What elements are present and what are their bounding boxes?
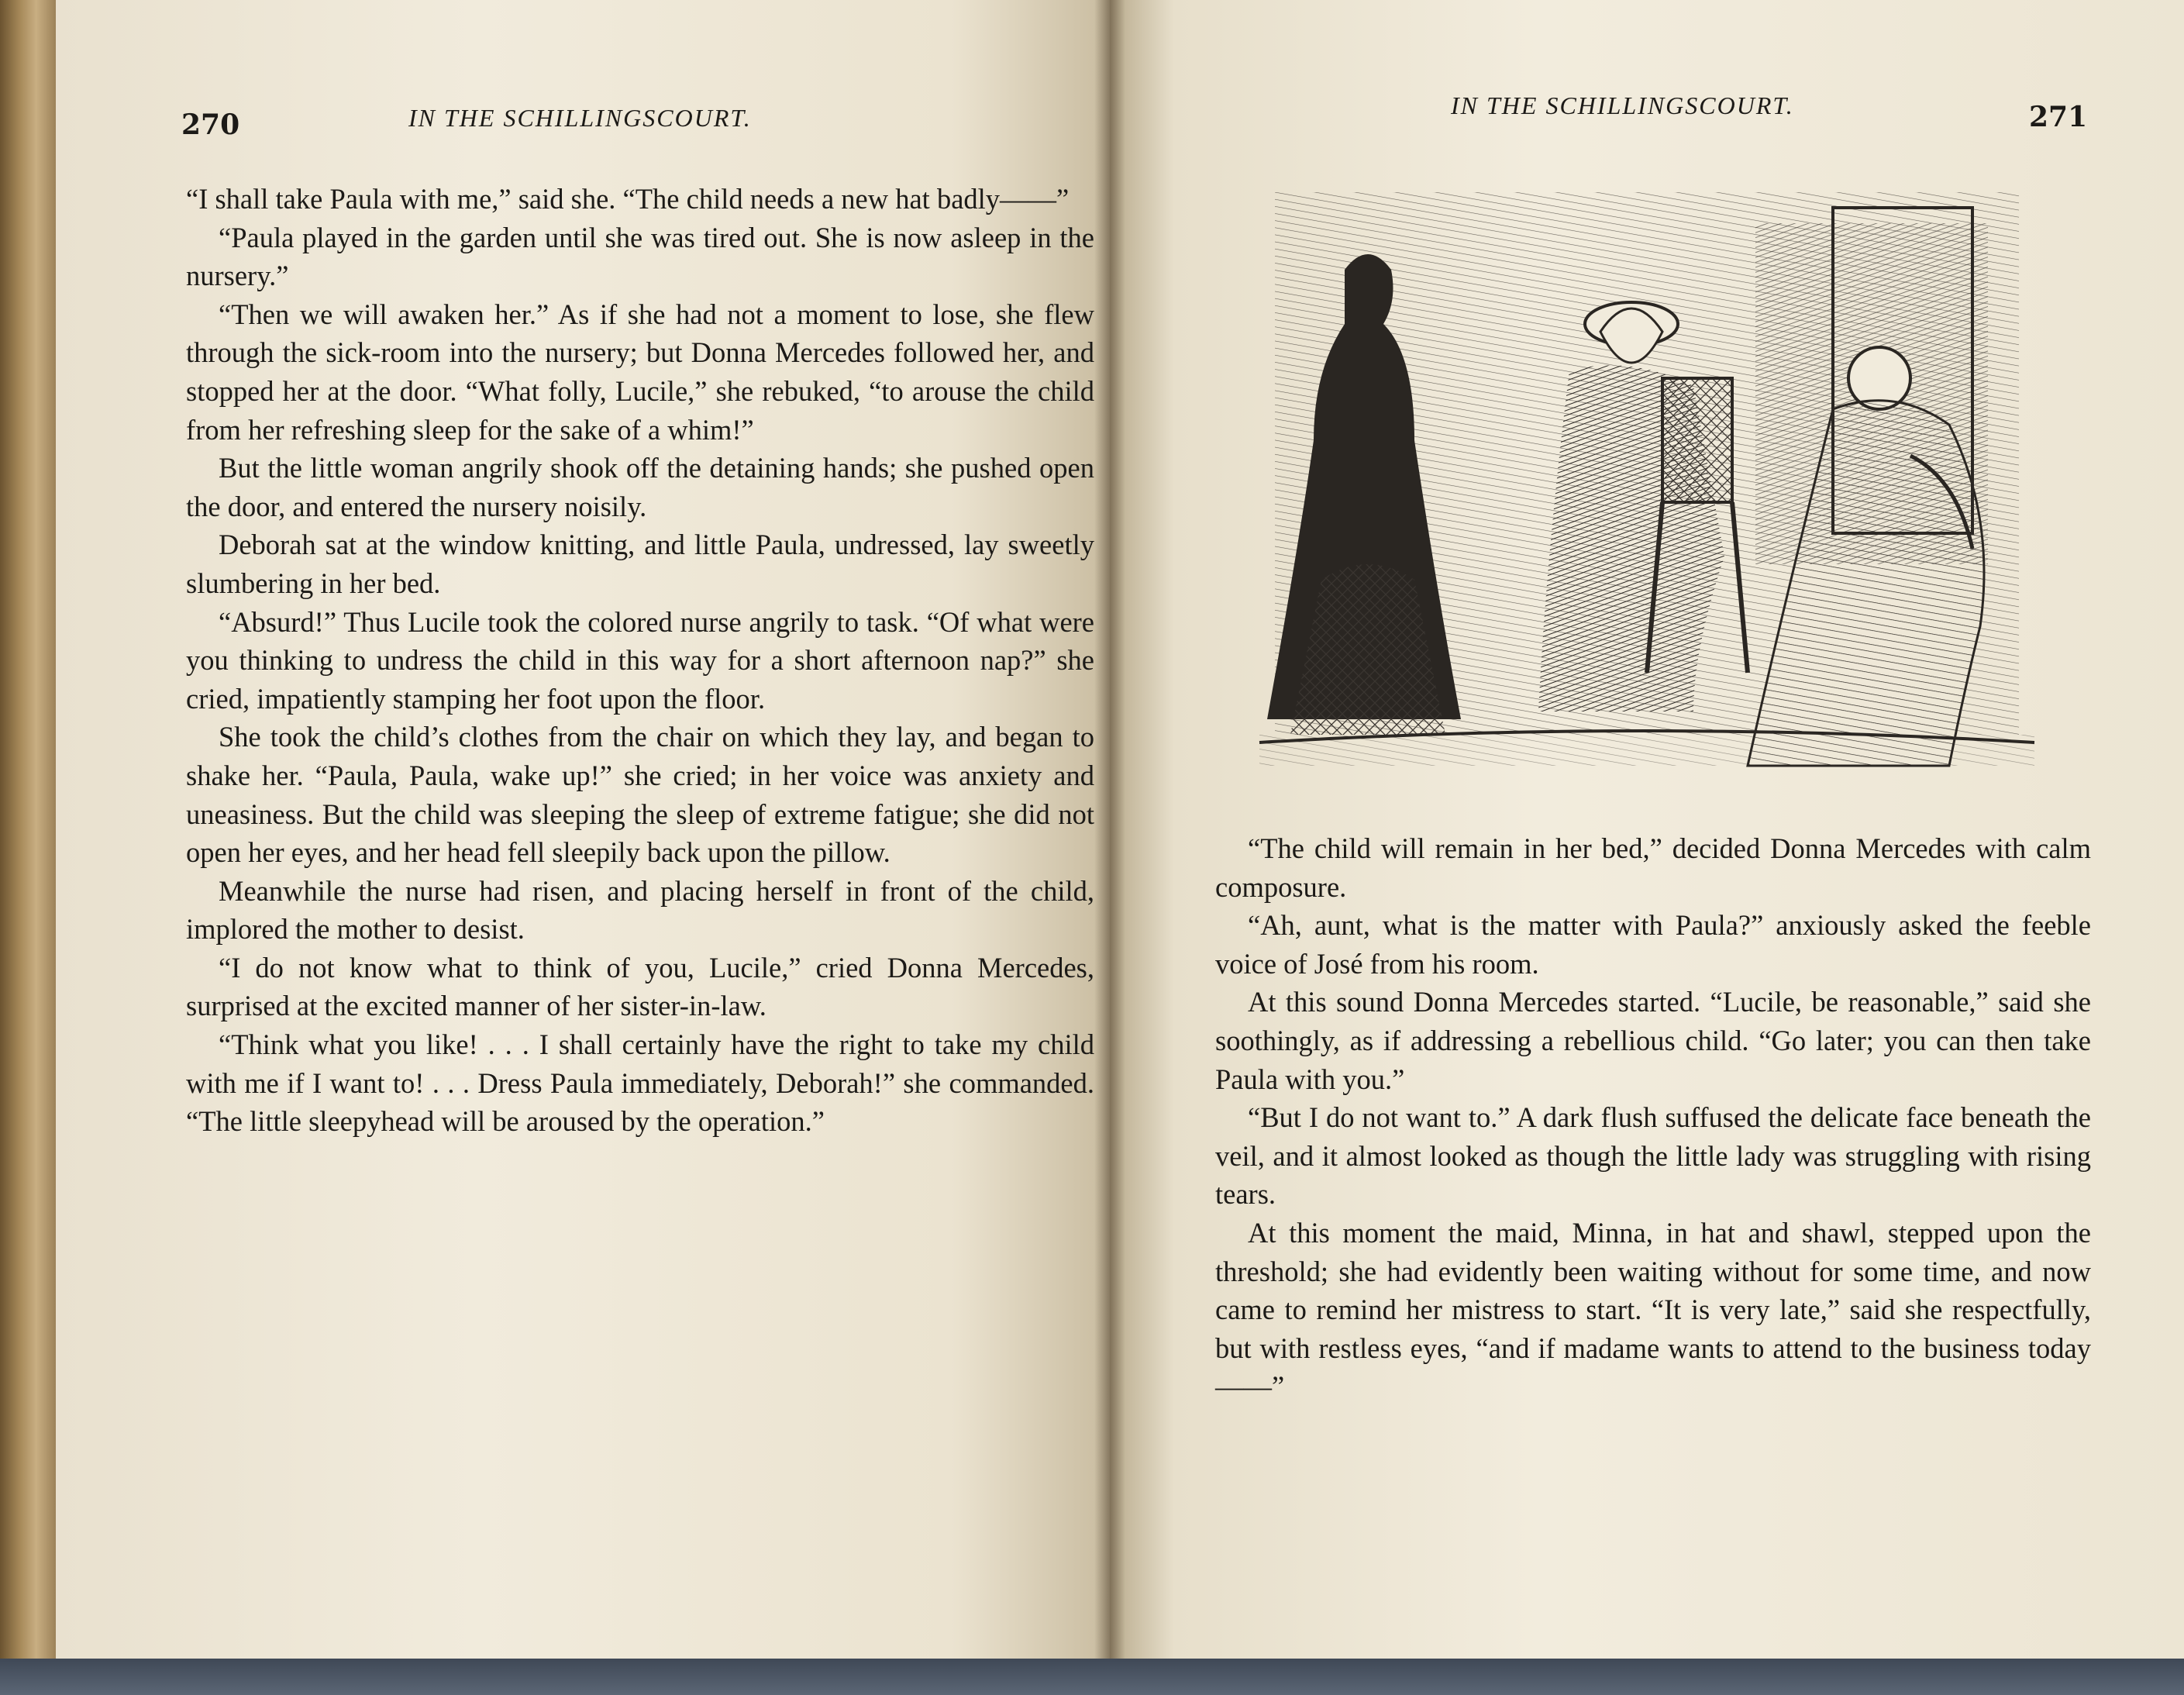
- paragraph: “Absurd!” Thus Lucile took the colored nurse angrily to task. “Of what were you thinking to undress the child in this way for a short afternoon nap?” she cried, impatiently stamping her foot upon the floor.: [186, 605, 1094, 715]
- left-page-text: [186, 180, 1094, 1141]
- engraved-illustration: [1228, 177, 2054, 791]
- paragraph: “The child will remain in her bed,” decided Donna Mercedes with calm composure.: [1215, 832, 2091, 903]
- running-head-right: IN THE SCHILLINGSCOURT.: [1451, 91, 1794, 119]
- paragraph: “But I do not want to.” A dark flush suffused the delicate face beneath the veil, and it almost looked as though the little lady was struggling with rising tears.: [1215, 1101, 2091, 1211]
- paragraph: Meanwhile the nurse had risen, and placing herself in front of the child, implored the mother to desist.: [186, 874, 1094, 946]
- book-fore-edge: [0, 0, 56, 1666]
- paragraph: “I shall take Paula with me,” said she. “The child needs a new hat badly——”: [186, 183, 1070, 215]
- left-page: [56, 0, 1110, 1659]
- paragraph: “Think what you like! . . . I shall certainly have the right to take my child with me if I want to! . . . Dress Paula immediately, Deborah!” she commanded. “The little sleepyhead will be aroused by the operation.”: [186, 1028, 1094, 1138]
- scan-background: [0, 1659, 2184, 1695]
- paragraph: She took the child’s clothes from the chair on which they lay, and began to shake her. “Paula, Paula, wake up!” she cried; in her voice was anxiety and uneasiness. But the child was sleeping the sleep of extreme fatigue; she did not open her eyes, and her head fell sleepily back upon the pillow.: [186, 721, 1094, 869]
- paragraph: “Ah, aunt, what is the matter with Paula?” anxiously asked the feeble voice of José from his room.: [1215, 909, 2091, 980]
- paragraph: “Then we will awaken her.” As if she had not a moment to lose, she flew through the sick-room into the nursery; but Donna Mercedes followed her, and stopped her at the door. “What folly, Lucile,” she rebuked, “to arouse the child from her refreshing sleep for the sake of a whim!”: [186, 298, 1094, 446]
- illustration-drawing: [1228, 177, 2054, 791]
- page-number-left: 270: [181, 109, 240, 141]
- paragraph: Deborah sat at the window knitting, and little Paula, undressed, lay sweetly slumbering in her bed.: [186, 529, 1094, 599]
- paragraph: “I do not know what to think of you, Lucile,” cried Donna Mercedes, surprised at the excited manner of her sister-in-law.: [186, 951, 1094, 1022]
- running-head-left: IN THE SCHILLINGSCOURT.: [408, 104, 752, 132]
- paragraph: But the little woman angrily shook off the detaining hands; she pushed open the door, and entered the nursery noisily.: [186, 452, 1094, 522]
- right-page-text: [1215, 829, 2091, 1406]
- paragraph: “Paula played in the garden until she was tired out. She is now asleep in the nursery.”: [186, 221, 1094, 292]
- page-number-right: 271: [2029, 101, 2088, 133]
- paragraph: At this sound Donna Mercedes started. “Lucile, be reasonable,” said she soothingly, as if addressing a rebellious child. “Go later; you can then take Paula with you.”: [1215, 986, 2091, 1095]
- book-gutter: [1094, 0, 1125, 1659]
- paragraph: At this moment the maid, Minna, in hat and shawl, stepped upon the threshold; she had evidently been waiting without for some time, and now came to remind her mistress to start. “It is very late,” said she respectfully, but with restless eyes, “and if madame wants to attend to the business today——”: [1215, 1216, 2091, 1403]
